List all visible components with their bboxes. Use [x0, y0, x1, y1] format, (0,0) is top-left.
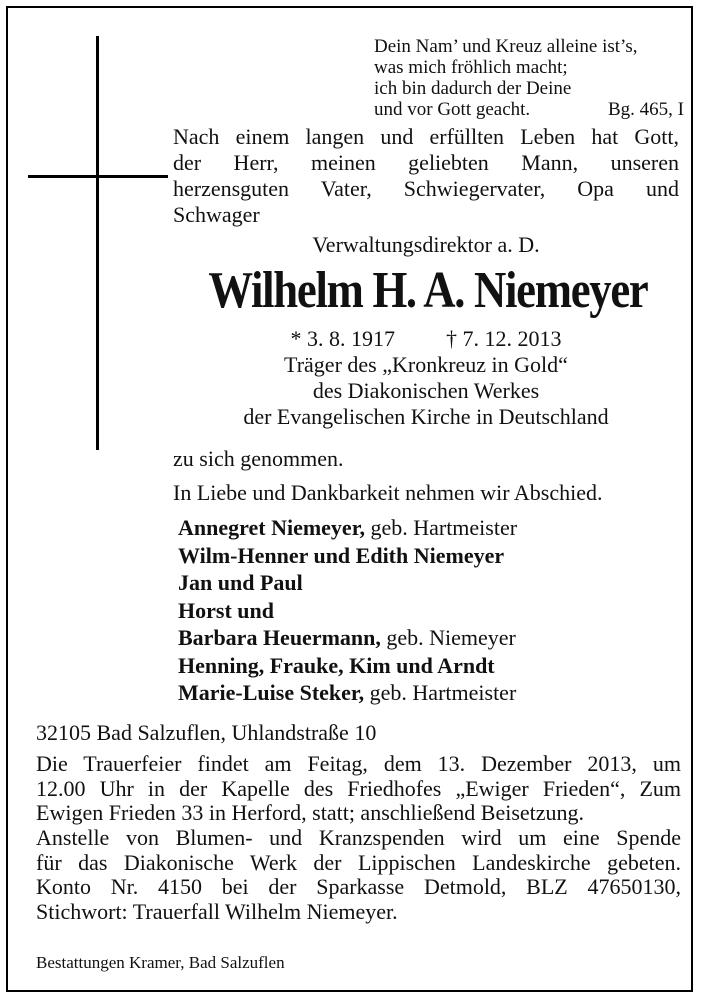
- family-member-birthname: geb. Niemeyer: [386, 625, 516, 650]
- donation-line: Anstelle von Blumen- und Kranzspenden wird um eine Spende: [36, 825, 681, 850]
- service-line: Die Trauerfeier findet am Feitag, dem 13. Dezember 2013, um: [36, 751, 681, 776]
- family-member: [178, 652, 684, 680]
- verse-line: und vor Gott geacht.: [374, 99, 531, 120]
- hymn-reference: Bg. 465, I: [608, 99, 684, 120]
- donation-line: Stichwort: Trauerfall Wilhelm Niemeyer.: [36, 898, 398, 924]
- family-list: [178, 514, 684, 707]
- cross-icon: [96, 36, 99, 450]
- birth-date: * 3. 8. 1917: [290, 326, 395, 351]
- donation-info: [36, 826, 681, 924]
- verse-line: Dein Nam’ und Kreuz alleine ist’s,: [374, 36, 638, 57]
- family-member: [178, 679, 684, 707]
- family-member-birthname: geb. Hartmeister: [370, 515, 518, 540]
- undertaker-credit: Bestattungen Kramer, Bad Salzuflen: [36, 953, 285, 972]
- obituary-notice: [6, 6, 693, 992]
- deceased-title: Verwaltungsdirektor a. D.: [312, 232, 540, 257]
- verse-last-line: [374, 99, 684, 120]
- intro-line: Schwager: [173, 202, 260, 227]
- service-line: Ewigen Frieden 33 in Herford, statt; anschließend Beisetzung.: [36, 800, 585, 825]
- family-member-name: Annegret Niemeyer,: [178, 515, 365, 540]
- family-member-name: Marie-Luise Steker,: [178, 680, 365, 705]
- family-member-name: Henning, Frauke, Kim und Arndt: [178, 652, 495, 678]
- family-member-name: Wilm-Henner und Edith Niemeyer: [178, 542, 505, 568]
- farewell-text: In Liebe und Dankbarkeit nehmen wir Abschied.: [173, 480, 603, 505]
- intro-line: Nach einem langen und erfüllten Leben hat Gott,: [173, 124, 679, 149]
- donation-line: für das Diakonische Werk der Lippischen Landeskirche gebeten.: [36, 849, 681, 875]
- family-member: [178, 597, 684, 625]
- life-dates: [173, 326, 679, 352]
- honor-line: Träger des „Kronkreuz in Gold“: [284, 352, 568, 377]
- verse-line: was mich fröhlich macht;: [374, 57, 568, 78]
- family-member-name: Barbara Heuermann,: [178, 625, 381, 650]
- family-member-name: Horst und: [178, 597, 274, 623]
- family-member: [178, 514, 684, 542]
- intro-text: [173, 124, 679, 228]
- family-member: [178, 569, 684, 597]
- family-address: 32105 Bad Salzuflen, Uhlandstraße 10: [36, 720, 377, 745]
- cross-icon-bar: [28, 175, 168, 178]
- taken-text: zu sich genommen.: [173, 446, 344, 471]
- honor-line: des Diakonischen Werkes: [312, 378, 540, 403]
- family-member-birthname: geb. Hartmeister: [369, 680, 517, 705]
- family-member: [178, 624, 684, 652]
- donation-line: Konto Nr. 4150 bei der Sparkasse Detmold, BLZ 47650130,: [36, 874, 681, 899]
- intro-line: der Herr, meinen geliebten Mann, unseren: [173, 150, 679, 175]
- intro-line: herzensguten Vater, Schwiegervater, Opa und: [173, 176, 679, 201]
- death-date: † 7. 12. 2013: [446, 326, 562, 351]
- service-line: 12.00 Uhr in der Kapelle des Friedhofes „Ewiger Frieden“, Zum: [36, 775, 681, 801]
- hymn-verse: [374, 36, 684, 120]
- family-member: [178, 542, 684, 570]
- verse-line: ich bin dadurch der Deine: [374, 78, 572, 99]
- deceased-name: Wilhelm H. A. Niemeyer: [208, 262, 648, 319]
- honor-line: der Evangelischen Kirche in Deutschland: [243, 404, 609, 429]
- family-member-name: Jan und Paul: [178, 570, 303, 595]
- honor-text: [173, 352, 679, 430]
- funeral-service-info: [36, 752, 681, 826]
